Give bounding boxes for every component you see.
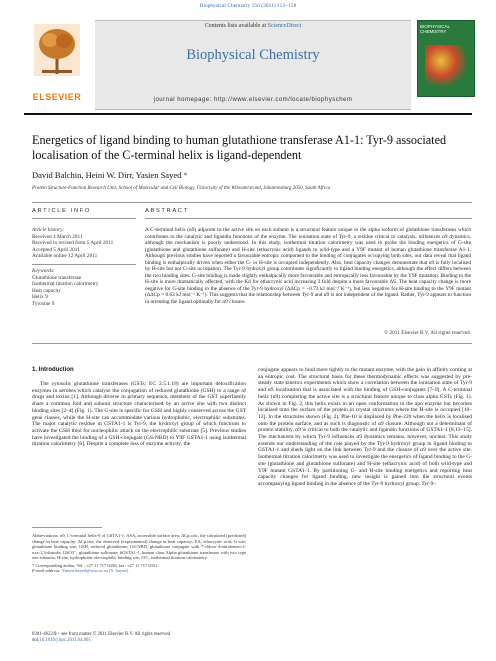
intro-paragraph-continued: conjugate appears to bind more tightly to the mutant enzyme, with the gain in affinity coming at an entropic cost. The structural basis for these thermodynamic effects was suggested by pre-steady state kinetics experiments which show a correlation between the ionisation state of Tyr-9 and α9 localisation that is associated with the binding of GSH-conjugates [7–9]. A C-terminal helix (α9) completing the active site is a structural feature unique to class alpha GSTs (Fig. 1). As shown in Fig. 2, this helix exists in an open conformation in the apo enzyme but becomes localised onto the surface of the protein in crystal structures where the H-site is occupied [10–12]. In the structures shown (Fig. 2), Phe-10 is displaced by Phe-220 when the helix is localised onto the protein surface, and as such is diagnostic of α9 closure. Although not a determinant of protein stability, α9 is critical to both the catalytic and ligandin functions of GSTA1-1 [8,13–15]. The mechanism by which Tyr-9 influences α9 dynamics remains, however, unclear. This study extends our understanding of the role played by the Tyr-9 hydroxyl group in ligand binding to GSTA1-1 and sheds light on the link between Tyr-9 and the closure of α9 over the active site. Isothermal titration calorimetry was used to investigate the energetics of ligand binding to the G-site (glutathione and glutathione sulfonate) and H-site (ethacrynic acid) of both wild-type and Y9F mutant GSTA1-1. By partitioning G- and H-site binding energetics and reporting heat capacity changes for ligand binding, new insight is gained into the structural events accompanying ligand binding in the absence of the Tyr-9 hydroxyl group. Tyr-9– — [258, 367, 472, 487]
doi-line: doi:10.1016/j.bpc.2011.04.005 — [32, 638, 91, 643]
introduction-right-column — [258, 367, 472, 488]
abstract-divider-bottom — [32, 343, 472, 344]
history-item: Received in revised form 5 April 2011 — [32, 240, 114, 247]
keyword-item: Isothermal titration calorimetry — [32, 281, 99, 288]
history-item: Accepted 5 April 2011 — [32, 246, 80, 253]
header-divider — [24, 113, 472, 115]
keyword-item: Glutathione transferase — [32, 274, 82, 281]
author-email-link[interactable]: Yasien.Sayed@wits.ac.za (Y. Sayed). — [61, 568, 130, 573]
cover-title: BIOPHYSICAL CHEMISTRY — [420, 24, 450, 34]
author-affiliation: Protein Structure-Function Research Unit, School of Molecular and Cell Biology, University of the Witwatersrand, Johannesburg 2050, South Africa — [32, 186, 331, 191]
keywords — [32, 268, 140, 308]
page-footer — [32, 632, 171, 644]
corresponding-author-footnote: * Corresponding author. Tel.: +27 11 717 6350; fax: +27 11 717 6351. — [32, 562, 159, 568]
intro-paragraph: The cytosolic glutathione transferases (GSTs; EC 2.5.1.18) are important detoxification enzymes in aerobes which catalyse the conjugation of reduced glutathione (GSH) to a range of drugs and toxins [1]. Although diverse in primary sequence, members of the GST superfamily share a common fold and subunit structure characterised by an active site with two distinct binding sites [2–4] (Fig. 1). The G-site is specific for GSH and highly conserved across the GST gene classes, while the H-site can accommodate various hydrophobic, electrophilic substrates. The major catalytic residue in GSTA1-1 is Tyr-9, the hydroxyl group of which functions to activate the GSH thiol for nucleophilic attack on the electrophilic substrate [5]. Previous studies have investigated the binding of a GSH-conjugate (GS-NBD) to Y9F GSTA1-1 using isothermal titration calorimetry [6]. Despite a complete loss of enzyme activity, the — [32, 381, 246, 448]
keywords-heading: Keywords: — [32, 268, 55, 274]
article-title: Energetics of ligand binding to human glutathione transferase A1-1: Tyr-9 associated localisation of the C-terminal helix is ligand-dependent — [32, 133, 447, 162]
footnotes — [32, 533, 246, 574]
cover-image — [425, 45, 465, 85]
history-item: Received 4 March 2011 — [32, 233, 83, 240]
email-footnote: E-mail address: Yasien.Sayed@wits.ac.za (Y. Sayed). — [32, 568, 130, 573]
issn-line: 0301-4622/$ – see front matter © 2011 Elsevier B.V. All rights reserved. — [32, 632, 172, 637]
info-label-rule — [32, 218, 136, 219]
abbreviations-footnote: Abbreviations: α9, C-terminal helix-9 of GSTA1-1; ASA, accessible surface area; ΔCp,calc, the calculated (predicted) change in heat capacity; ΔCp,obs, the observed (experimental) change in heat capacity; EA, ethacrynic acid; G-site, glutathione binding site; GSH, reduced glutathione; GS-NBD, glutathione conjugate with 7-chloro-4-nitrobenzo-2-oxa-1,3-diazole; GSO3⁻, glutathione sulfonate; hGSTA1-1, human class Alpha glutathione transferase with two type one subunits; H-site, hydrophobic electrophilic binding site; ITC, isothermal titration calorimetry. — [32, 533, 246, 560]
history-heading: Article history: — [32, 227, 65, 233]
keyword-item: Helix 9 — [32, 294, 48, 301]
journal-title: Biophysical Chemistry — [186, 47, 320, 63]
elsevier-tree-logo — [34, 24, 80, 76]
keyword-item: Tyrosine 9 — [32, 300, 55, 307]
introduction-heading: 1. Introduction — [32, 367, 74, 373]
article-info-label: ARTICLE INFO — [32, 208, 92, 214]
abstract-text: A C-terminal helix (α9) adjacent to the active site on each subunit is a structural feature unique to the alpha isoform of glutathione transferases which contributes to the catalytic and ligandin functions of the enzyme. The ionisation state of Tyr-9, a residue critical to catalysis, influences α9 dynamics, although the mechanism is poorly understood. In this study, isothermal titration calorimetry was used to probe the binding energetics of G-site (glutathione and glutathione sulfonate) and H-site (ethacrynic acid) ligands to wild-type and a Y9F mutant of human glutathione transferase A1-1. Although previous studies have reported a favourable entropic component to the binding of conjugates occupying both sites, our data reveal that ligand binding is enthalpically driven when either the G- or H-site is occupied independently. Also, heat capacity changes demonstrate that α9 is fully localised by H-site but not G-site occupation. The Tyr-9 hydroxyl group contributes significantly to ligand binding energetics, although the effect differs between the two binding sites. G-site binding is made slightly enthalpically more favourable and entropically less favourable by the Y9F mutation. Binding to the H-site is more dramatically affected, with the Kd for ethacrynic acid increasing 3 fold despite a more favourable ΔS. The heat capacity change is more negative for G-site binding in the absence of the Tyr-9 hydroxyl (ΔΔCp = −0.73 kJ mol⁻¹ K⁻¹), but less negative for H-site binding to the Y9F mutant (ΔΔCp = 0.63 kJ mol⁻¹ K⁻¹). This suggests that the relationship between Tyr-9 and α9 is not independent of the ligand. Rather, Tyr-9 appears to function in orienting the ligand optimally for α9 closure. — [145, 227, 471, 306]
abstract-copyright: © 2011 Elsevier B.V. All rights reserved. — [384, 330, 471, 336]
footnote-rule — [32, 527, 102, 528]
keywords-rule — [32, 264, 136, 265]
doi-link[interactable]: 10.1016/j.bpc.2011.04.005 — [39, 638, 91, 643]
abstract-label: ABSTRACT — [145, 208, 189, 214]
introduction-left-column — [32, 381, 246, 448]
abstract-label-rule — [145, 218, 472, 219]
publisher-logo-text: ELSEVIER — [32, 92, 82, 102]
article-authors: David Balchin, Heini W. Dirr, Yasien Sayed * — [32, 170, 188, 180]
keyword-item: Heat capacity — [32, 287, 61, 294]
corresponding-author-mark[interactable]: * — [183, 170, 188, 180]
history-item: Available online 12 April 2011 — [32, 253, 98, 260]
article-history — [32, 227, 140, 260]
journal-citation: Biophysical Chemistry 156 (2011) 153–158 — [199, 3, 297, 9]
sciencedirect-link[interactable]: ScienceDirect — [267, 23, 302, 29]
info-divider-top — [32, 202, 472, 203]
journal-homepage[interactable]: journal homepage: http://www.elsevier.com/locate/biophyschem — [153, 97, 353, 103]
contents-list-line: Contents lists available at ScienceDirect — [204, 23, 302, 29]
